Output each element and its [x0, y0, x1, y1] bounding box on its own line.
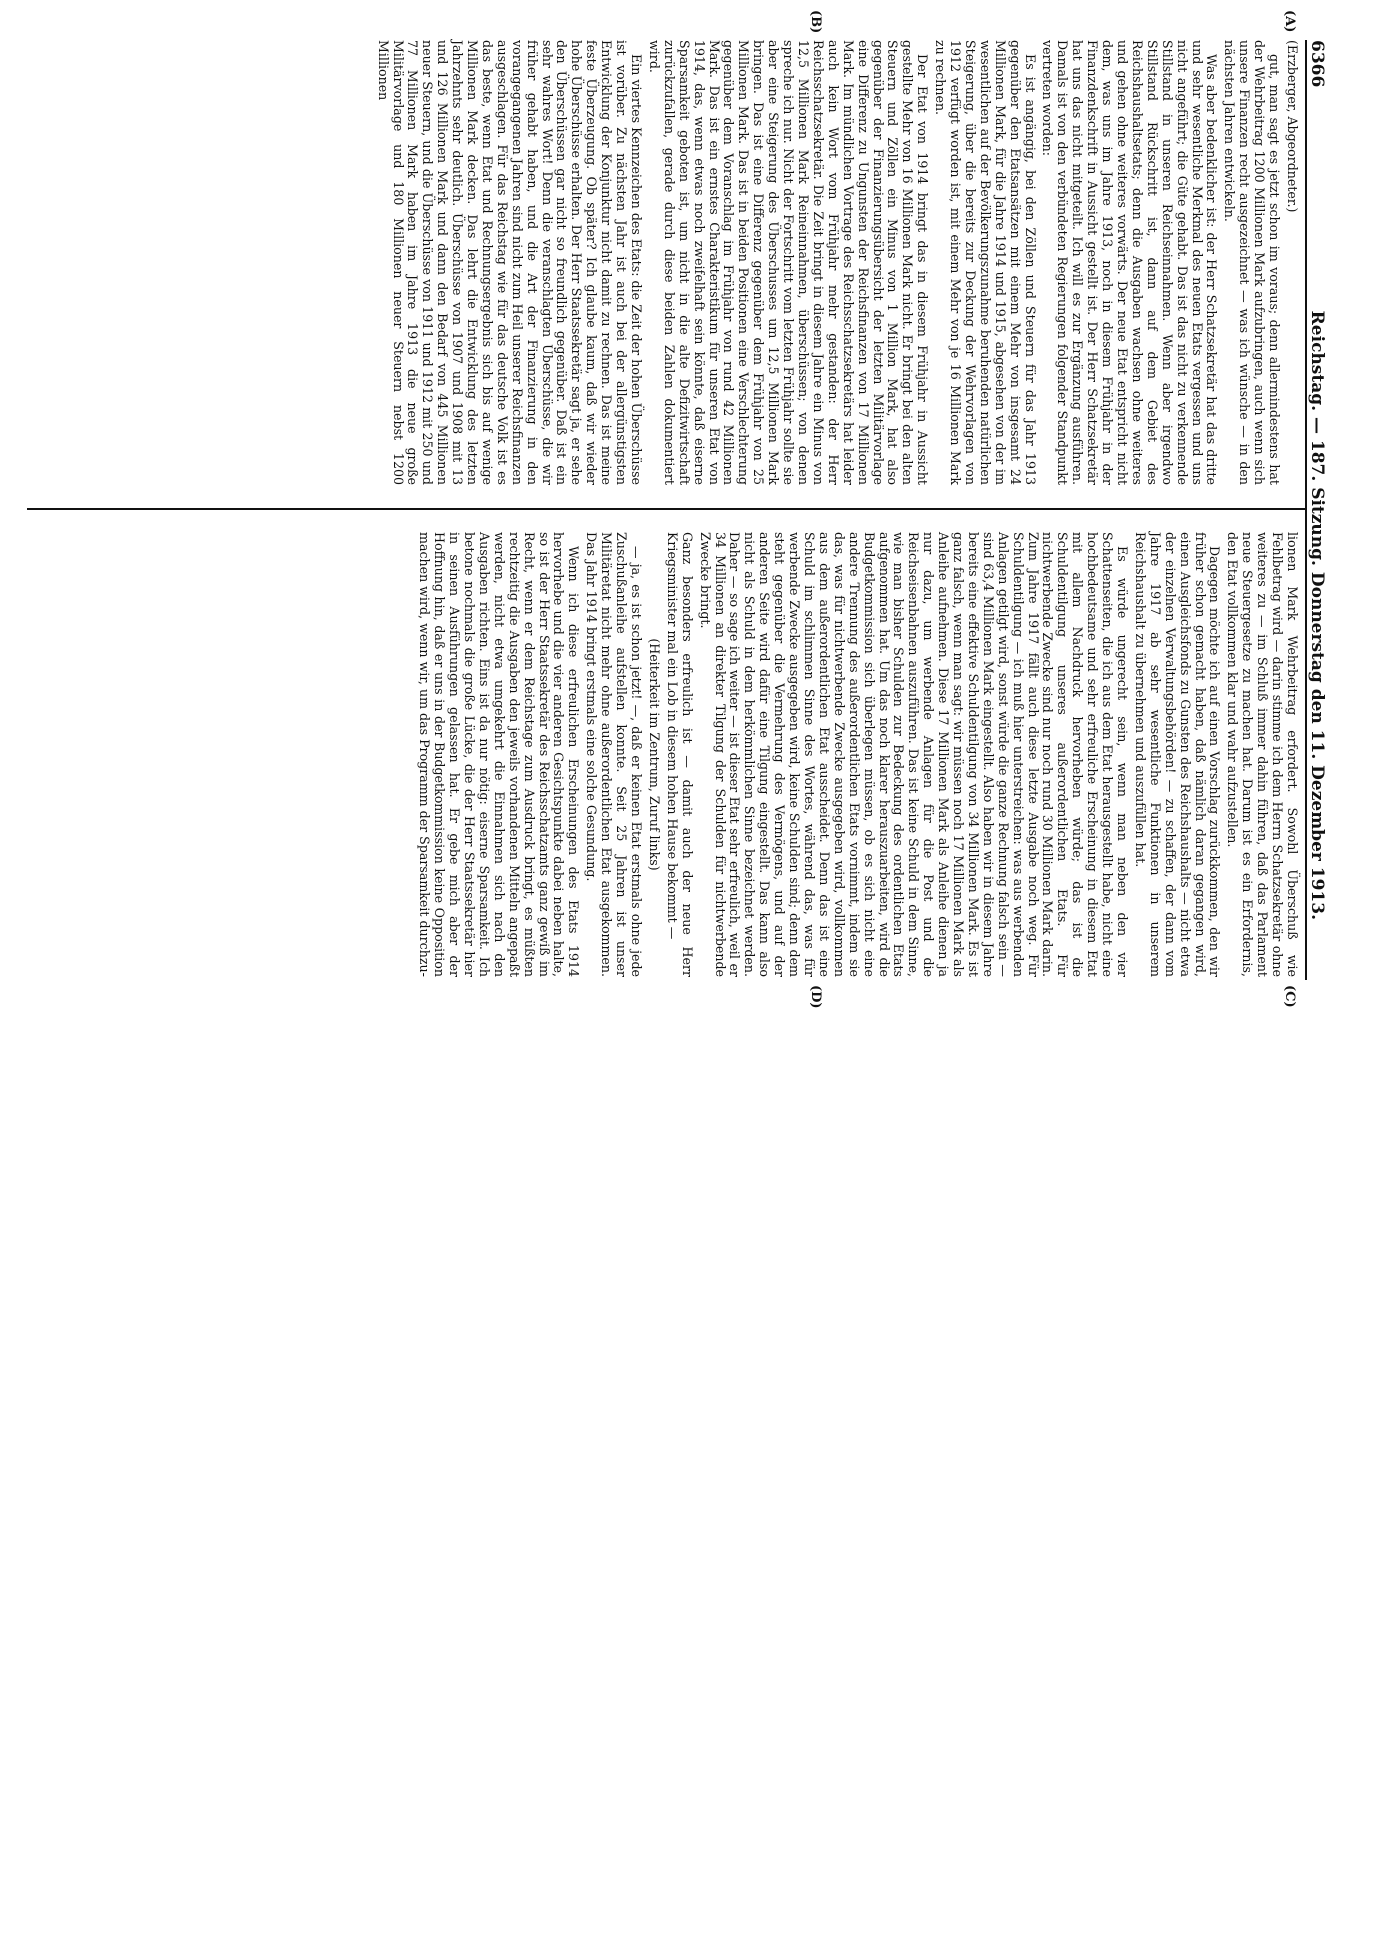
page-header-title: Reichstag. — 187. Sitzung. Donnerstag den 11. Dezember 1913.: [1307, 310, 1327, 920]
page-header: [1305, 40, 1331, 980]
right-text-column: [413, 532, 1299, 977]
paragraph: Wenn ich diese erfreulichen Erscheinungen des Etats 1914 hervorhebe und die vier anderen Gesichtspunkte dabei neben halte, so ist der Herr Staatssekretär des Reichsschatzamts ganz gewiß im Recht, wenn er dem Reichstage zum Ausdruck bringt, es müßten rechtzeitig die Ausgaben den jeweils vorhandenen Mitteln angepaßt werden, nicht etwa umgekehrt die Einnahmen sich nach den Ausgaben richten. Eins ist da nur nötig: eiserne Sparsamkeit. Ich betone nochmals die große Lücke, die der Herr Staatssekretär hier in seinen Ausführungen gelassen hat. Er gebe mich aber der Hoffnung hin, daß er uns in der Budgetkommission keine Opposition machen wird, wenn wir, um das Programm der Sparsamkeit durchzu-: [417, 532, 582, 977]
margin-mark-b: (B): [808, 10, 823, 34]
paragraph: Was aber bedenklicher ist: der Herr Schatzsekretär hat das dritte und sehr wesentliche Merkmal des neuen Etats vergessen und uns nicht angeführt; die Güte gehabt. Das ist das nicht zu verkennende Stillstand in unseren Reichseinnahmen. Wenn aber irgendwo Stillstand Rückschritt ist, dann auf dem Gebiet des Reichshaushaltsetats; denn die Ausgaben wachsen ohne weiteres und gehen ohne weiteres vorwärts. Der neue Etat entspricht nicht dem, was uns im Jahre 1913, noch in diesem Frühjahr in der Finanzdenkschrift in Aussicht gestellt ist. Der Herr Schatzsekretär hat uns das nicht mitgeteilt. Ich will es zur Ergänzung ausführen. Damals ist von den verbündeten Regierungen folgender Standpunkt vertreten worden:: [1040, 40, 1220, 485]
paragraph: gut, man sagt es jetzt schon im voraus; denn allermindestens hat der Wehrbeitrag 1200 Millionen Mark aufzubringen, auch wenn sich unsere Finanzen recht ausgezeichnet — was ich wünsche — in den nächsten Jahren entwickeln.: [1222, 40, 1283, 485]
document-page: [0, 10, 1383, 1009]
left-text-column: [372, 40, 1299, 485]
page-number: 6366: [1307, 40, 1327, 88]
paragraph: Der Etat von 1914 bringt das in diesem Frühjahr in Aussicht gestellte Mehr von 16 Millionen Mark nicht. Er bringt bei den alten Steuern und Zöllen ein Minus von 1 Million Mark, hat also gegenüber der Finanzierungsübersicht der letzten Militärvorlage eine Differenz zu Ungunsten der Reichsfinanzen von 17 Millionen Mark. Im mündlichen Vortrage des Reichsschatzsekretärs hat leider auch kein Wort vom Frühjahr mehr gestanden: der Herr Reichsschatzsekretär. Die Zeit bringt in diesem Jahre ein Minus von 12,5 Millionen Mark Reineinnahmen, überschüssen; von denen spreche ich nur. Nicht der Fortschritt vom letzten Frühjahr sollte sie aber eine Steigerung des Überschusses um 12,5 Millionen Mark bringen. Das ist eine Differenz gegenüber dem Frühjahr von 25 Millionen Mark. Das ist in beiden Positionen eine Verschlechterung gegenüber dem Voranschlag im Frühjahr von rund 42 Millionen Mark. Das ist ein ernstes Charakteristikum für unseren Etat von 1914, das, wenn etwas noch zweifelhaft sein könnte, daß eiserne Sparsamkeit geboten ist, um nicht in die alte Defizitwirtschaft zurückzufallen, gerade durch diese beiden Zahlen dokumentiert wird.: [646, 40, 931, 485]
paragraph: Es ist angängig, bei den Zöllen und Steuern für das Jahr 1913 gegenüber den Etatsansätzen mit einem Mehr von insgesamt 24 Millionen Mark, für die Jahre 1914 und 1915, abgesehen von der im wesentlichen auf der Bevölkerungszunahme beruhenden natürlichen Steigerung, über die bereits zur Deckung der Wehrvorlagen von 1912 verfügt worden ist, mit einem Mehr von je 16 Millionen Mark zu rechnen.: [933, 40, 1038, 485]
paragraph: — ja, es ist schon jetzt! —, daß er keinen Etat erstmals ohne jede Zuschußanleihe aufstellen konnte. Seit 25 Jahren ist unser Militäretat nicht mehr ohne außerordentlichen Etat ausgekommen. Das Jahr 1914 bringt erstmals eine solche Gesundung.: [584, 532, 645, 977]
paragraph: (Heiterkeit im Zentrum, Zuruf links): [646, 638, 662, 871]
margin-mark-d: (D): [808, 985, 823, 1009]
paragraph: (Erzberger, Abgeordneter.): [1285, 40, 1300, 213]
paragraph: lionen Mark Wehrbeitrag erfordert. Sowohl Überschuß wie Fehlbetrag wird — darin stimme ich dem Herrn Schatzsekretär ohne weiteres zu — im Schluß immer dahin führen, daß das Parlament neue Steuergesetze zu machen hat. Darum ist es ein Erfordernis, den Etat vollkommen klar und wahr aufzustellen.: [1225, 532, 1300, 977]
paragraph: Es würde ungerecht sein, wenn man neben den vier Schattenseiten, die ich aus dem Etat herausgestellt habe, nicht eine hochbedeutsame und sehr erfreuliche Erscheinung in diesem Etat mit allem Nachdruck hervorheben würde; das ist die Schuldentilgung unseres außerordentlichen Etats. Für nichtwerbende Zwecke sind nur noch rund 30 Millionen Mark darin. Zum Jahre 1917 fällt auch diese letzte Ausgabe noch weg. Für Schuldentilgung — ich muß hier unterstreichen: was aus werbenden Anlagen getilgt wird, sonst würde die ganze Rechnung falsch sein — sind 63,4 Millionen Mark eingestellt. Also haben wir in diesem Jahre bereits eine effektive Schuldentilgung von 34 Millionen Mark. Es ist ganz falsch, wenn man sagt: wir müssen noch 17 Millionen Mark als Anleihe aufnehmen. Diese 17 Millionen Mark als Anleihe dienen ja nur dazu, um werbende Anlagen für die Post und die Reichseisenbahnen auszuführen. Das ist keine Schuld in dem Sinne, wie man bisher Schulden zur Bedeckung des ordentlichen Etats aufgenommen hat. Um das noch klarer herauszuarbeiten, wird die Budgetkommission sich überlegen müssen, ob es sich nicht eine andere Trennung des außerordentlichen Etats vornimmt, indem sie das, was für nichtwerbende Zwecke ausgegeben wird, vollkommen aus dem außerordentlichen Etat ausscheidet. Denn das ist eine Schuld im schlimmen Sinne des Wortes, während das, was für werbende Zwecke ausgegeben wird, keine Schulden sind; denn dem steht gegenüber die Vermehrung des Vermögens, und auf der anderen Seite wird dafür eine Tilgung eingestellt. Das kann also nicht als Schuld in dem herkömmlichen Sinne bezeichnet werden. Daher — so sage ich weiter — ist dieser Etat sehr erfreulich, weil er 34 Millionen an direkter Tilgung der Schulden für nichtwerbende Zwecke bringt.: [697, 532, 1131, 977]
margin-mark-a: (A): [1282, 10, 1297, 33]
column-divider: [27, 508, 1307, 510]
paragraph: Ein viertes Kennzeichen des Etats: die Zeit der hohen Überschüsse ist vorüber. Zu nächsten Jahr ist auch bei der allergünstigsten Entwicklung der Konjunktur nicht damit zu rechnen. Das ist meine feste Überzeugung. Ob später? Ich glaube kaum, daß wir wieder hohe Überschüsse erhalten. Der Herr Staatssekretär sagt ja, er sehe den Überschüssen gar nicht so freundlich gegenüber. Daß ist ein sehr wahres Wort! Denn die veranschlagten Überschüsse, die wir früher gehabt haben, und die Art der Finanzierung in den vorangegangenen Jahren sind nicht zum Heil unserer Reichsfinanzen ausgeschlagen. Für das Reichstag wie für das deutsche Volk ist es das beste, wenn Etat und Rechnungsergebnis sich bis auf wenige Millionen Mark decken. Das lehrt die Entwicklung des letzten Jahrzehnts sehr deutlich. Überschüsse von 1907 und 1908 mit 13 und 126 Millionen Mark und dann den Bedarf von 445 Millionen neuer Steuern, und die Überschüsse von 1911 und 1912 mit 250 und 77 Millionen Mark haben im Jahre 1913 die neue große Militärvorlage und 180 Millionen neuer Steuern nebst 1200 Millionen: [375, 40, 645, 485]
paragraph: Ganz besonders erfreulich ist — damit auch der neue Herr Kriegsminister mal ein Lob in diesem hohen Hause bekommt —: [664, 532, 695, 977]
margin-mark-c: (C): [1282, 985, 1297, 1008]
paragraph: Dagegen möchte ich auf einen Vorschlag zurückkommen, den wir früher schon gemacht haben, daß nämlich daran gegangen wird, einen Ausgleichsfonds zu Gunsten des Reichshaushalts — nicht etwa der einzelnen Verwaltungsbehörden! — zu schaffen, der dann vom Jahre 1917 ab sehr wesentliche Funktionen in unserem Reichshaushalt zu übernehmen und auszufüllen hat.: [1132, 532, 1223, 977]
